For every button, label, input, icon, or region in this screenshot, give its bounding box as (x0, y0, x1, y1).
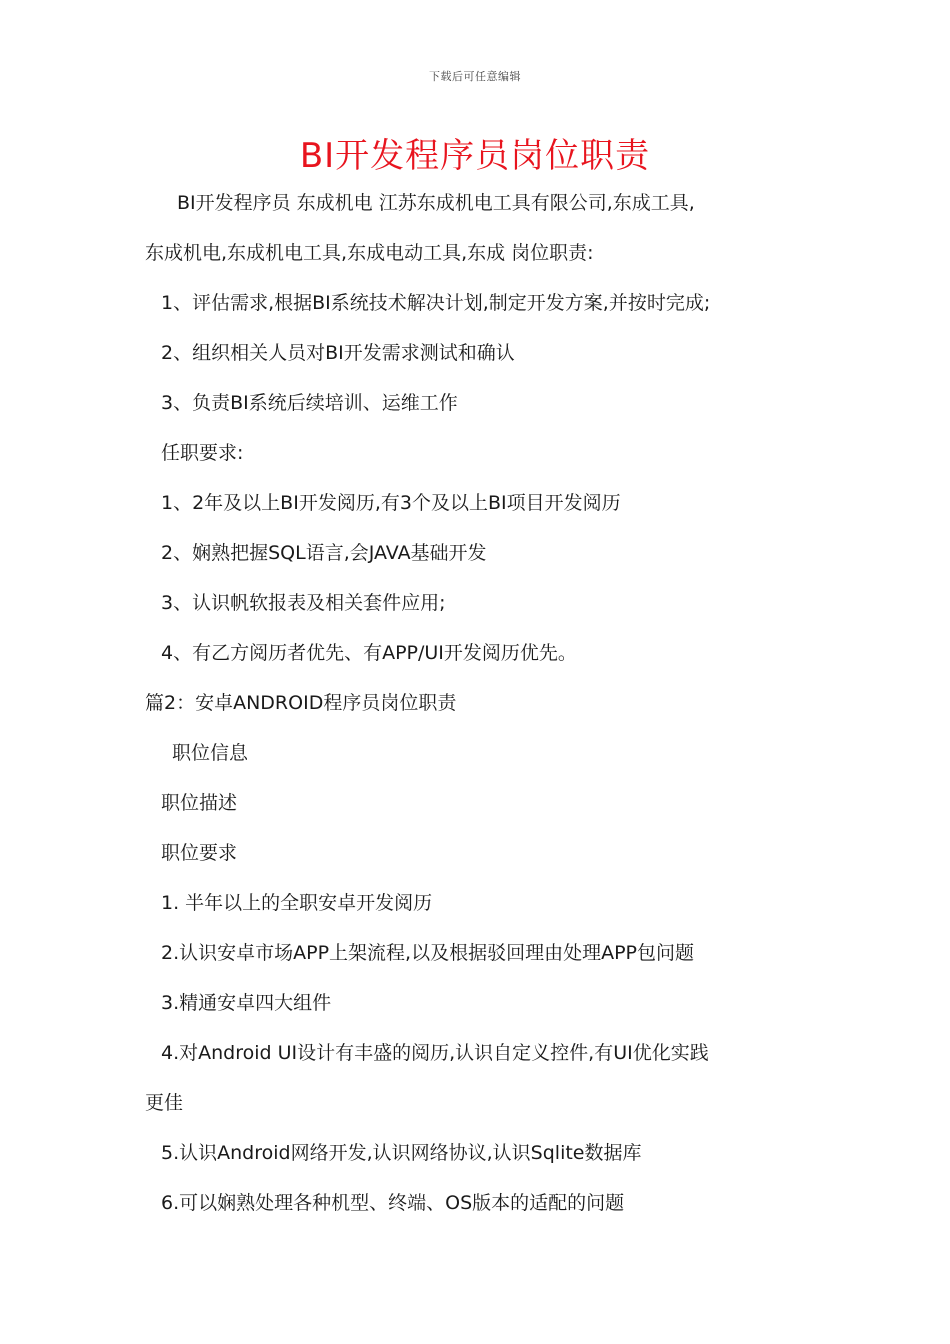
section-label: 职位要求 (161, 842, 238, 864)
section-heading: 篇2：安卓ANDROID程序员岗位职责 (145, 692, 457, 714)
list-item: 6.可以娴熟处理各种机型、终端、OS版本的适配的问题 (161, 1192, 625, 1214)
list-item: 2.认识安卓市场APP上架流程,以及根据驳回理由处理APP包问题 (161, 942, 694, 964)
section-label: 职位信息 (172, 742, 249, 764)
section-label: 职位描述 (161, 792, 238, 814)
list-item: 1、2年及以上BI开发阅历,有3个及以上BI项目开发阅历 (161, 492, 621, 514)
list-item: 4、有乙方阅历者优先、有APP/UI开发阅历优先。 (161, 642, 577, 664)
paragraph-line: 东成机电,东成机电工具,东成电动工具,东成 岗位职责: (145, 242, 594, 264)
document-body (145, 178, 825, 1228)
list-item: 2、组织相关人员对BI开发需求测试和确认 (161, 342, 515, 364)
header-note: 下载后可任意编辑 (429, 70, 521, 83)
document-title: BI开发程序员岗位职责 (299, 136, 651, 176)
list-item: 1、评估需求,根据BI系统技术解决计划,制定开发方案,并按时完成; (161, 292, 711, 314)
list-item: 3、负责BI系统后续培训、运维工作 (161, 392, 458, 414)
list-item: 4.对Android UI设计有丰盛的阅历,认识自定义控件,有UI优化实践 (161, 1042, 709, 1064)
list-item: 1. 半年以上的全职安卓开发阅历 (161, 892, 433, 914)
paragraph-line: BI开发程序员 东成机电 江苏东成机电工具有限公司,东成工具, (177, 192, 695, 214)
list-item: 3.精通安卓四大组件 (161, 992, 332, 1014)
list-item: 5.认识Android网络开发,认识网络协议,认识Sqlite数据库 (161, 1142, 642, 1164)
paragraph-line: 更佳 (145, 1092, 184, 1114)
section-label: 任职要求: (161, 442, 244, 464)
list-item: 2、娴熟把握SQL语言,会JAVA基础开发 (161, 542, 487, 564)
list-item: 3、认识帆软报表及相关套件应用; (161, 592, 446, 614)
